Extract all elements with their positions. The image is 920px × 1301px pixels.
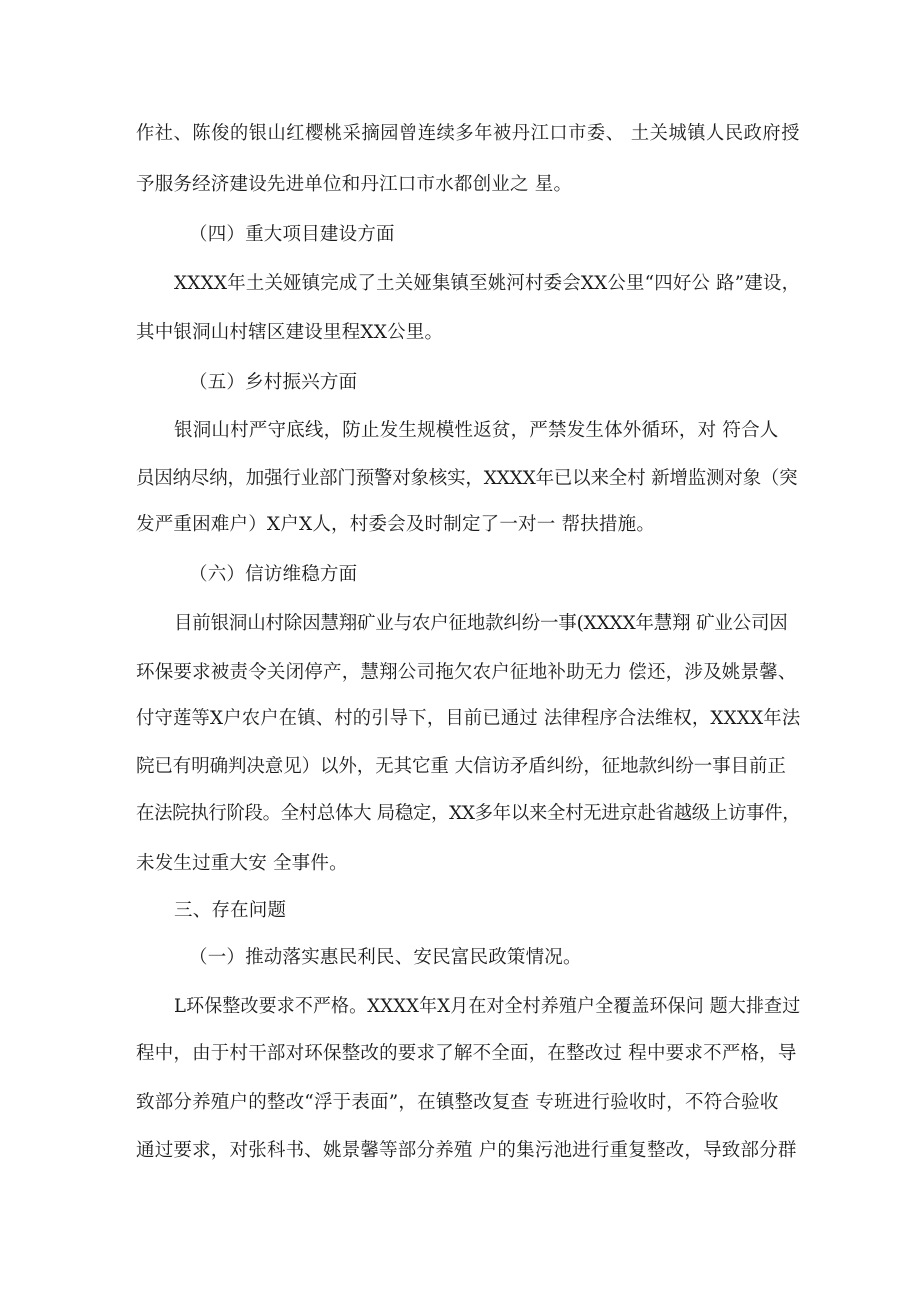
text-line-20: 程中，由于村干部对环保整改的要求了解不全面，在整改过 程中要求不严格，导: [136, 1043, 797, 1064]
text-line-13: 付守莲等X户农户在镇、村的引导下，目前已通过 法律程序合法维权，XXXX年法: [136, 708, 801, 729]
text-line-11: 目前银洞山村除因慧翔矿业与农户征地款纠纷一事(XXXX年慧翔 矿业公司因: [174, 613, 788, 634]
section-heading-5: （五）乡村振兴方面: [189, 372, 358, 393]
text-line-7: 银洞山村严守底线，防止发生规模性返贫，严禁发生体外循环，对 符合人: [174, 420, 779, 441]
text-line-1: 作社、陈俊的银山红樱桃采摘园曾连续多年被丹江口市委、 土关城镇人民政府授: [136, 123, 800, 144]
subsection-heading-1: （一）推动落实惠民利民、安民富民政策情况。: [189, 947, 582, 968]
text-line-9: 发严重困难户）X户X人，村委会及时制定了一对一 帮扶措施。: [136, 514, 656, 535]
text-line-15: 在法院执行阶段。全村总体大 局稳定，XX多年以来全村无进京赴省越级上访事件，: [136, 803, 801, 824]
text-line-8: 员因纳尽纳，加强行业部门预警对象核实，XXXX年已以来全村 新增监测对象（突: [136, 468, 798, 489]
text-line-14: 院已有明确判决意见）以外，无其它重 大信访矛盾纠纷，征地款纠纷一事目前正: [136, 756, 786, 777]
text-line-16: 未发生过重大安 全事件。: [136, 853, 348, 874]
section-heading-4: （四）重大项目建设方面: [189, 224, 395, 245]
text-line-19: L环保整改要求不严格。XXXX年X月在对全村养殖户全覆盖环保问 题大排查过: [174, 996, 801, 1017]
section-heading-3: 三、存在问题: [174, 900, 287, 921]
section-heading-6: （六）信访维稳方面: [189, 564, 358, 585]
text-line-4: XXXX年土关娅镇完成了土关娅集镇至姚河村委会XX公里“四好公 路”建设，: [174, 273, 801, 294]
text-line-5: 其中银洞山村辖区建设里程XX公里。: [136, 322, 444, 343]
text-line-12: 环保要求被责令关闭停产，慧翔公司拖欠农户征地补助无力 偿还，涉及姚景馨、: [136, 662, 797, 683]
text-line-2: 予服务经济建设先进单位和丹江口市水都创业之 星。: [136, 174, 573, 195]
text-line-21: 致部分养殖户的整改“浮于表面”，在镇整改复查 专班进行验收时，不符合验收: [136, 1092, 779, 1113]
text-line-22: 通过要求，对张科书、姚景馨等部分养殖 户的集污池进行重复整改，导致部分群: [136, 1140, 797, 1161]
